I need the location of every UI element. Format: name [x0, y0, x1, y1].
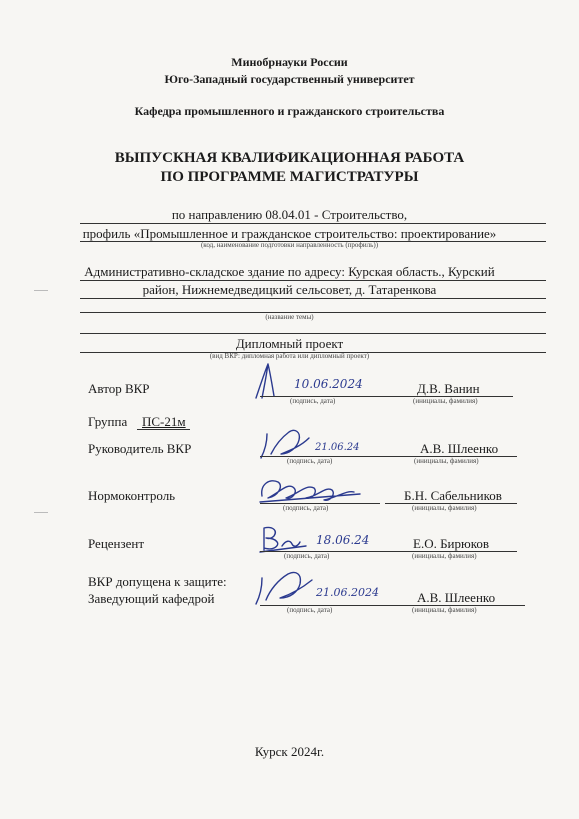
topic-underline-1	[80, 280, 546, 281]
group-label: Группа	[88, 414, 128, 429]
document-title-line2: ПО ПРОГРАММЕ МАГИСТРАТУРЫ	[160, 169, 419, 185]
topic-line1: Административно-складское здание по адресу: Курская область., Курский	[84, 264, 495, 279]
normcontrol-sig-caption: (подпись, дата)	[283, 504, 329, 512]
work-type-caption: (вид ВКР: дипломная работа или дипломный проект)	[209, 352, 370, 360]
ministry-name: Минобрнауки России	[231, 55, 348, 69]
department-name: Кафедра промышленного и гражданского строительства	[134, 104, 445, 118]
group-value: ПС-21м	[142, 414, 186, 429]
city-year: Курск 2024г.	[254, 744, 325, 759]
supervisor-label: Руководитель ВКР	[88, 441, 192, 456]
direction-caption: (код, наименование подготовки направленность (профиль))	[200, 241, 379, 249]
reviewer-name: Е.О. Бирюков	[413, 536, 490, 551]
supervisor-name: А.В. Шлеенко	[420, 441, 499, 456]
head-signature-date: 21.06.2024	[316, 586, 379, 599]
direction-line1: по направлению 08.04.01 - Строительство,	[171, 207, 408, 222]
topic-underline-2	[80, 298, 546, 299]
scan-mark-top	[34, 290, 48, 291]
supervisor-name-caption: (инициалы, фамилия)	[414, 457, 479, 465]
reviewer-signature-date: 18.06.24	[316, 533, 370, 547]
head-name: А.В. Шлеенко	[417, 590, 496, 605]
reviewer-sig-caption: (подпись, дата)	[284, 552, 330, 560]
head-signature	[250, 566, 400, 608]
head-label: Заведующий кафедрой	[88, 591, 215, 606]
topic-line2: район, Нижнемедведицкий сельсовет, д. Татаренкова	[142, 282, 437, 297]
document-title-line1: ВЫПУСКНАЯ КВАЛИФИКАЦИОННАЯ РАБОТА	[114, 150, 465, 166]
head-sig-caption: (подпись, дата)	[287, 606, 333, 614]
normcontrol-label: Нормоконтроль	[88, 488, 176, 503]
normcontrol-name: Б.Н. Сабельников	[404, 488, 502, 503]
supervisor-sig-caption: (подпись, дата)	[287, 457, 333, 465]
author-label: Автор ВКР	[88, 381, 150, 396]
head-name-caption: (инициалы, фамилия)	[412, 606, 477, 614]
direction-line2: профиль «Промышленное и гражданское строительство: проектирование»	[82, 226, 497, 241]
direction-underline-1	[80, 223, 546, 224]
author-signature-date: 10.06.2024	[294, 377, 363, 391]
topic-underline-4	[80, 333, 546, 334]
scan-mark-bottom	[34, 512, 48, 513]
admission-label: ВКР допущена к защите:	[88, 574, 227, 589]
topic-caption: (название темы)	[265, 313, 314, 321]
normcontrol-name-caption: (инициалы, фамилия)	[412, 504, 477, 512]
author-name-caption: (инициалы, фамилия)	[413, 397, 478, 405]
group-underline	[137, 429, 190, 430]
reviewer-label: Рецензент	[88, 536, 145, 551]
supervisor-signature-date: 21.06.24	[315, 442, 360, 453]
reviewer-name-caption: (инициалы, фамилия)	[412, 552, 477, 560]
author-sig-caption: (подпись, дата)	[290, 397, 336, 405]
author-name: Д.В. Ванин	[417, 381, 480, 396]
university-name: Юго-Западный государственный университет	[164, 72, 415, 86]
work-type-value: Дипломный проект	[235, 336, 344, 351]
